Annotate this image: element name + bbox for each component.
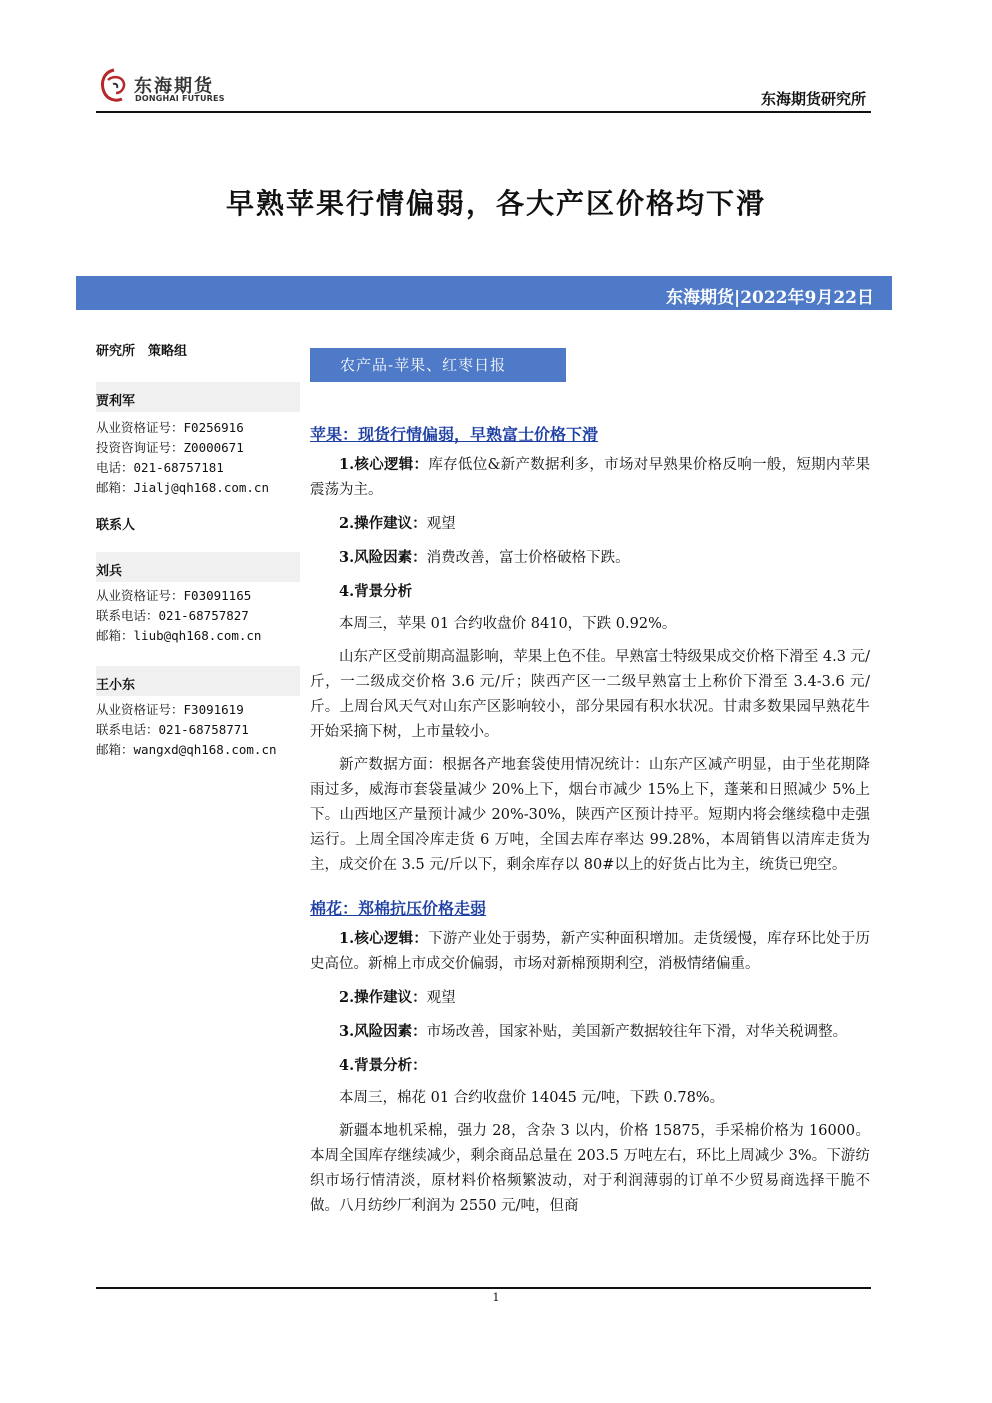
apple-risk: 3.风险因素：消费改善，富士价格破格下跌。 — [339, 549, 630, 566]
footer-divider — [96, 1287, 871, 1289]
report-date: 东海期货|2022年9月22日 — [666, 288, 874, 308]
cotton-core-logic: 1.核心逻辑：下游产业处于弱势，新产实种面积增加。走货缓慢，库存环比处于历史高位。新棉上市成交价偏弱，市场对新棉预期利空，消极情绪偏重。 — [310, 930, 871, 972]
contact-info-line: 联系电话：021-68758771 — [96, 722, 249, 737]
logo-text-en: DONGHAI FUTURES — [135, 94, 225, 103]
contact-info-line: 从业资格证号：F3091619 — [96, 702, 244, 717]
department-label: 研究所 策略组 — [96, 344, 188, 359]
report-title: 早熟苹果行情偏弱，各大产区价格均下滑 — [225, 187, 766, 220]
apple-paragraph: 新产数据方面：根据各产地套袋使用情况统计：山东产区减产明显，由于坐花期降雨过多，威海市套袋量减少 20%上下，烟台市减少 15%上下，蓬莱和日照减少 5%上下。山西地区产量预计减少 20%-30%，陕西产区预计持平。短期内将会继续稳中走强运行。上周全国冷库走货 6 万吨，全国去库存率达 99.28%，本周销售以清库走货为主，成交价在 3.5 元/斤以下，剩余库存以 80#以上的好货占比为主，统货已兜空。 — [310, 757, 870, 873]
analyst-name: 贾利军 — [96, 382, 300, 412]
analyst-info-line: 电话：021-68757181 — [96, 460, 224, 475]
date-banner — [76, 276, 892, 310]
report-body — [310, 350, 870, 1227]
cotton-operation: 2.操作建议：观望 — [339, 989, 456, 1006]
apple-core-logic: 1.核心逻辑：库存低位&新产数据利多，市场对早熟果价格反响一般，短期内苹果震荡为主。 — [310, 456, 870, 498]
logo-emblem-icon — [96, 66, 132, 106]
contact-name: 王小东 — [96, 666, 300, 696]
apple-paragraph: 本周三，苹果 01 合约收盘价 8410，下跌 0.92%。 — [339, 616, 677, 632]
analyst-info-line: 从业资格证号：F0256916 — [96, 420, 244, 435]
contact-info-line: 从业资格证号：F03091165 — [96, 588, 252, 603]
contact-info-line: 邮箱：wangxd@qh168.com.cn — [96, 742, 277, 757]
page-number: 1 — [492, 1291, 500, 1304]
apple-operation: 2.操作建议：观望 — [339, 515, 456, 532]
analyst-info-line: 投资咨询证号：Z0000671 — [96, 440, 244, 455]
contact-name: 刘兵 — [96, 552, 300, 582]
category-badge: 农产品-苹果、红枣日报 — [310, 348, 566, 382]
section-title-apple[interactable]: 苹果：现货行情偏弱，早熟富士价格下滑 — [310, 425, 599, 444]
contact-heading: 联系人 — [96, 518, 136, 533]
author-sidebar — [96, 340, 300, 760]
logo-text-cn: 东海期货 — [134, 76, 214, 97]
institute-name: 东海期货研究所 — [760, 90, 866, 108]
analyst-info-line: 邮箱：Jialj@qh168.com.cn — [96, 480, 269, 495]
company-logo — [96, 66, 256, 110]
cotton-risk: 3.风险因素：市场改善，国家补贴，美国新产数据较往年下滑，对华关税调整。 — [339, 1023, 848, 1040]
section-title-cotton[interactable]: 棉花：郑棉抗压价格走弱 — [310, 899, 487, 918]
cotton-paragraph: 本周三，棉花 01 合约收盘价 14045 元/吨，下跌 0.78%。 — [339, 1090, 725, 1106]
header-divider — [96, 111, 871, 113]
apple-background-label: 4.背景分析 — [339, 583, 413, 600]
cotton-paragraph: 新疆本地机采棉，强力 28，含杂 3 以内，价格 15875，手采棉价格为 16000。本周全国库存继续减少，剩余商品总量在 203.5 万吨左右，环比上周减少 3%。下游纺织市场行情清淡，原材料价格频繁波动，对于利润薄弱的订单不少贸易商选择干脆不做。八月纺纱厂利润为 2550 元/吨，但商 — [310, 1123, 870, 1214]
contact-info-line: 邮箱：liub@qh168.com.cn — [96, 628, 262, 643]
contact-info-line: 联系电话：021-68757827 — [96, 608, 249, 623]
cotton-background-label: 4.背景分析： — [339, 1057, 427, 1074]
apple-paragraph: 山东产区受前期高温影响，苹果上色不佳。早熟富士特级果成交价格下滑至 4.3 元/斤，一二级成交价格 3.6 元/斤；陕西产区一二级早熟富士上称价下滑至 3.4-3.6 元/斤。上周台风天气对山东产区影响较小，部分果园有积水状况。甘肃多数果园早熟花牛开始采摘下树，上市量较小。 — [310, 649, 870, 740]
